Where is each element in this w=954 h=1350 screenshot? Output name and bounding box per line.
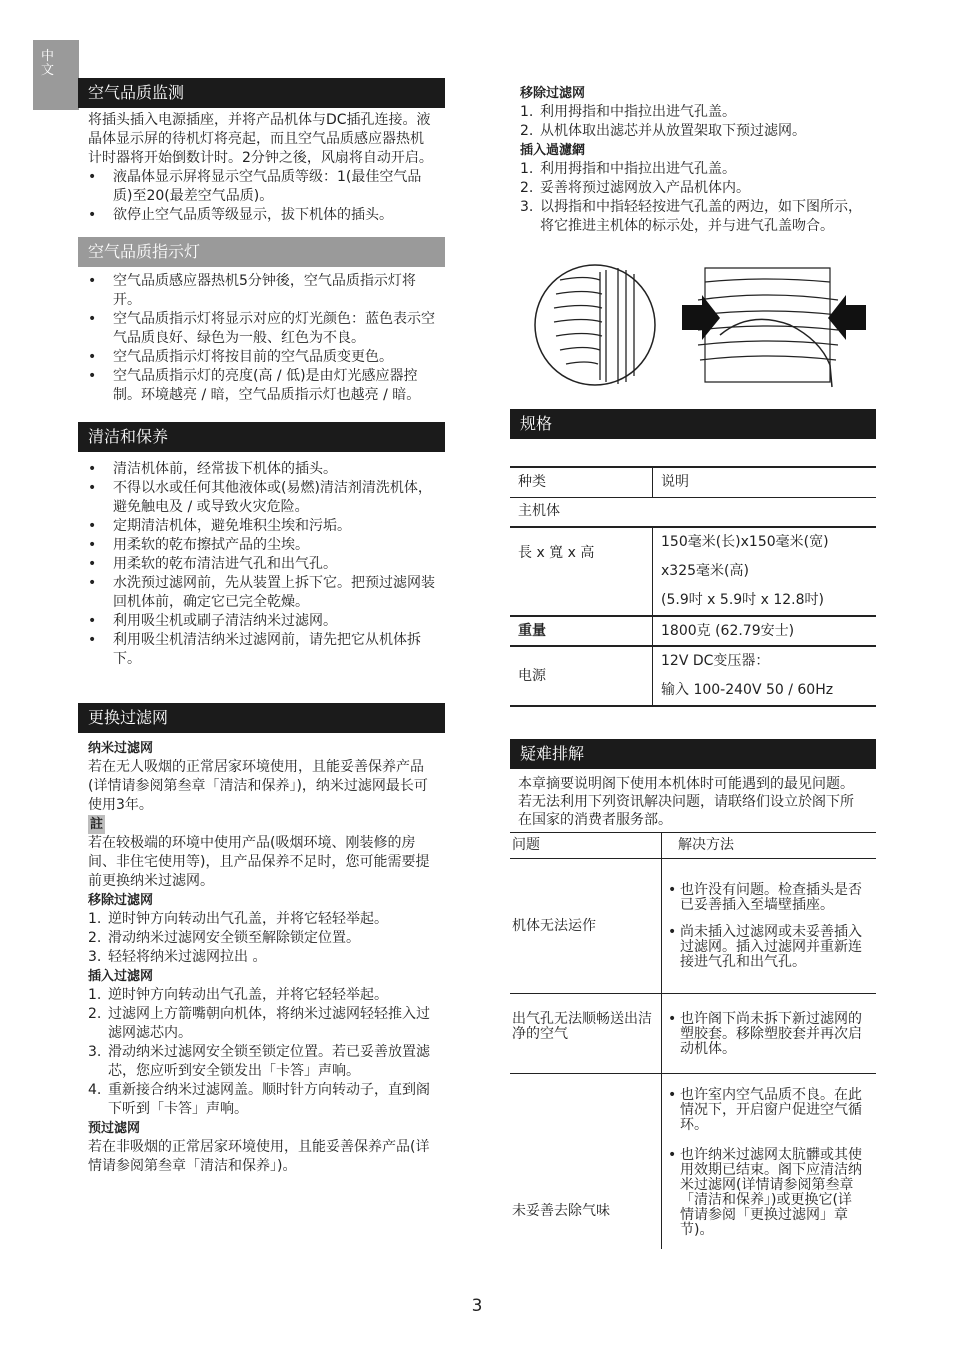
list-item: • 空气品质指示灯将显示对应的灯光颜色：蓝色表示空气品质良好、绿色为一般、红色为不良。 [78,310,445,348]
list-item: 2. 滑动纳米过滤网安全锁至解除锁定位置。 [88,930,360,946]
list-item: • 利用吸尘机清洁纳米过滤网前，请先把它从机体拆下。 [78,631,445,669]
remove-filter-subheading: 移除过滤网 [88,893,154,908]
table-row [510,497,876,527]
insert-filter-subheading: 插入过滤网 [88,969,154,984]
insert-filter-steps [78,986,445,1119]
list-item: • 用柔软的乾布清洁进气孔和出气孔。 [78,555,445,574]
table-cell [662,994,877,1074]
list-item: • 空气品质指示灯将按目前的空气品质变更色。 [78,348,445,367]
list-item: 2. 妥善将预过滤网放入产品机体内。 [520,180,750,196]
solution-item: • 也许室内空气品质不良。在此情况下，开启窗户促进空气循环。 [666,1088,875,1133]
list-item: 3. 轻轻将纳米过滤网拉出 。 [88,949,267,965]
right-remove-filter-subheading: 移除过滤网 [520,86,586,101]
list-item: • 空气品质感应器热机5分钟後，空气品质指示灯将开。 [78,272,445,310]
size-line: x325毫米(高) [661,563,749,579]
aq-monitor-text: 将插头插入电源插座，并将产品机体与DC插孔连接。液晶体显示屏的待机灯将亮起，而且空气品质感应器热机计时器将开始倒数计时。2分钟之後，风扇将自动开启。 [88,112,433,166]
list-item: • 欲停止空气品质等级显示，拔下机体的插头。 [78,206,445,225]
table-header-cell: 种类 [510,467,653,497]
section-header-replace-filter: 更换过滤网 [78,703,445,733]
list-item: 2. 过滤网上方箭嘴朝向机体，将纳米过滤网轻轻推入过滤网滤芯内。 [88,1006,430,1041]
solution-item: • 尚未插入过滤网或未妥善插入过滤网。插入过滤网并重新连接进气孔和出气孔。 [666,925,875,970]
nano-filter-subheading: 纳米过滤网 [88,741,154,756]
section-header-spec: 规格 [510,409,876,439]
solution-item: • 也许没有问题。检查插头是否已妥善插入至墙壁插座。 [666,883,875,913]
list-item: 3. 滑动纳米过滤网安全锁至锁定位置。若已妥善放置滤芯，您应听到安全锁发出「卡答」声响。 [88,1044,430,1079]
filter-unit-drawing [698,268,838,387]
list-item: • 不得以水或任何其他液体或(易燃)清洁剂清洗机体，避免触电及 / 或导致火灾危险。 [78,479,445,517]
right-remove-steps [510,103,876,141]
table-row [510,467,876,497]
list-item: • 清洁机体前，经常拔下机体的插头。 [78,460,445,479]
list-item: 1. 利用拇指和中指拉出进气孔盖。 [520,161,736,177]
list-item: 4. 重新接合纳米过滤网盖。顺时针方向转动子，直到阁下听到「卡答」声响。 [88,1082,430,1117]
table-cell [653,527,877,616]
trouble-intro: 本章摘要说明阁下使用本机体时可能遇到的最见问题。若无法利用下列资讯解决问题，请联络们设立於阁下所在国家的消费者服务部。 [518,776,854,828]
note-text: 若在较极端的环境中使用产品(吸烟环境、刚装修的房间、非住宅使用等)，且产品保养不足时，您可能需要提前更换纳米过滤网。 [88,835,430,889]
table-cell [653,646,877,705]
table-cell: 長 x 寬 x 高 [510,527,653,616]
section-header-aq-light: 空气品质指示灯 [78,237,445,267]
aq-light-list [78,272,445,405]
size-line: (5.9吋 x 5.9吋 x 12.8吋) [661,592,824,608]
page-number: 3 [471,1296,483,1316]
list-item: • 定期清洁机体，避免堆积尘埃和污垢。 [78,517,445,536]
filter-insertion-illustration [530,260,875,390]
remove-filter-steps [78,910,445,967]
right-insert-filter-subheading: 插入過濾網 [520,143,586,158]
pre-filter-text: 若在非吸烟的正常居家环境使用，且能妥善保养产品(详情请参阅第叁章「清洁和保养」)。 [88,1139,430,1174]
trouble-section [510,739,876,1249]
spec-table [510,466,876,705]
table-section-cell: 主机体 [510,497,876,527]
list-item: 3. 以拇指和中指轻轻按进气孔盖的两边，如下图所示，将它推进主机体的标示处，并与进气孔盖吻合。 [520,199,862,234]
aq-monitor-list [78,168,445,225]
table-row [510,833,876,859]
arrow-right-icon [828,295,866,340]
table-header-cell: 说明 [653,467,877,497]
table-row [510,527,876,616]
table-row [510,646,876,705]
cleaning-list [78,460,445,669]
solution-item: • 也许纳米过滤网太肮髒或其使用效期已结束。阁下应清洁纳米过滤网(详情请参阅第叁章「清洁和保养」)或更换它(详情请参阅「更换过滤网」章节)。 [666,1148,875,1238]
solution-item: • 也许阁下尚未拆下新过滤网的塑胶套。移除塑胶套并再次启动机体。 [666,1012,875,1057]
language-tab [33,40,79,110]
nano-filter-text: 若在无人吸烟的正常居家环境使用，且能妥善保养产品(详情请参阅第叁章「清洁和保养」)，纳米过滤网最长可使用3年。 [88,759,428,813]
list-item: • 用柔软的乾布擦拭产品的尘埃。 [78,536,445,555]
table-header-cell: 问题 [510,833,662,859]
list-item: • 水洗预过滤网前，先从装置上拆下它。把预过滤网装回机体前，确定它已完全乾燥。 [78,574,445,612]
list-item: • 利用吸尘机或刷子清洁纳米过滤网。 [78,612,445,631]
trouble-table [510,832,876,1249]
list-item: 1. 利用拇指和中指拉出进气孔盖。 [520,104,736,120]
table-header-cell: 解决方法 [662,833,877,859]
table-cell [662,859,877,994]
list-item: • 液晶体显示屏将显示空气品质等级：1(最佳空气品质)至20(最差空气品质)。 [78,168,445,206]
spec-section [510,409,876,707]
table-cell: 电源 [510,646,653,705]
zoom-detail-circle [535,265,655,385]
arrow-left-icon [682,295,720,340]
section-header-trouble: 疑难排解 [510,739,876,769]
table-cell: 出气孔无法顺畅送出洁净的空气 [510,994,662,1074]
spec-table-bottom-rule [510,705,876,707]
table-row [510,859,876,994]
list-item: 1. 逆时钟方向转动出气孔盖，并将它轻轻举起。 [88,911,388,927]
table-row [510,616,876,646]
power-line: 12V DC变压器： [661,653,770,669]
table-cell [662,1074,877,1249]
left-column [78,78,445,1176]
table-cell: 1800克 (62.79安士) [653,616,877,646]
language-tab-label: 中文 [41,49,55,78]
list-item: • 空气品质指示灯的亮度(高 / 低)是由灯光感应器控制。环境越亮 / 暗，空气品质指示灯也越亮 / 暗。 [78,367,445,405]
size-line: 150毫米(长)x150毫米(宽) [661,534,829,550]
right-column [510,84,876,236]
pre-filter-subheading: 预过滤网 [88,1121,141,1136]
table-cell: 机体无法运作 [510,859,662,994]
note-label: 註 [90,817,104,832]
right-insert-steps [510,160,876,236]
table-cell: 未妥善去除气味 [510,1074,662,1249]
section-header-cleaning: 清洁和保养 [78,422,445,452]
section-header-aq-monitor: 空气品质监测 [78,78,445,108]
table-row [510,994,876,1074]
list-item: 1. 逆时钟方向转动出气孔盖，并将它轻轻举起。 [88,987,388,1003]
power-line: 输入 100-240V 50 / 60Hz [661,682,834,698]
list-item: 2. 从机体取出滤芯并从放置架取下预过滤网。 [520,123,806,139]
table-row [510,1074,876,1249]
table-cell: 重量 [510,616,653,646]
